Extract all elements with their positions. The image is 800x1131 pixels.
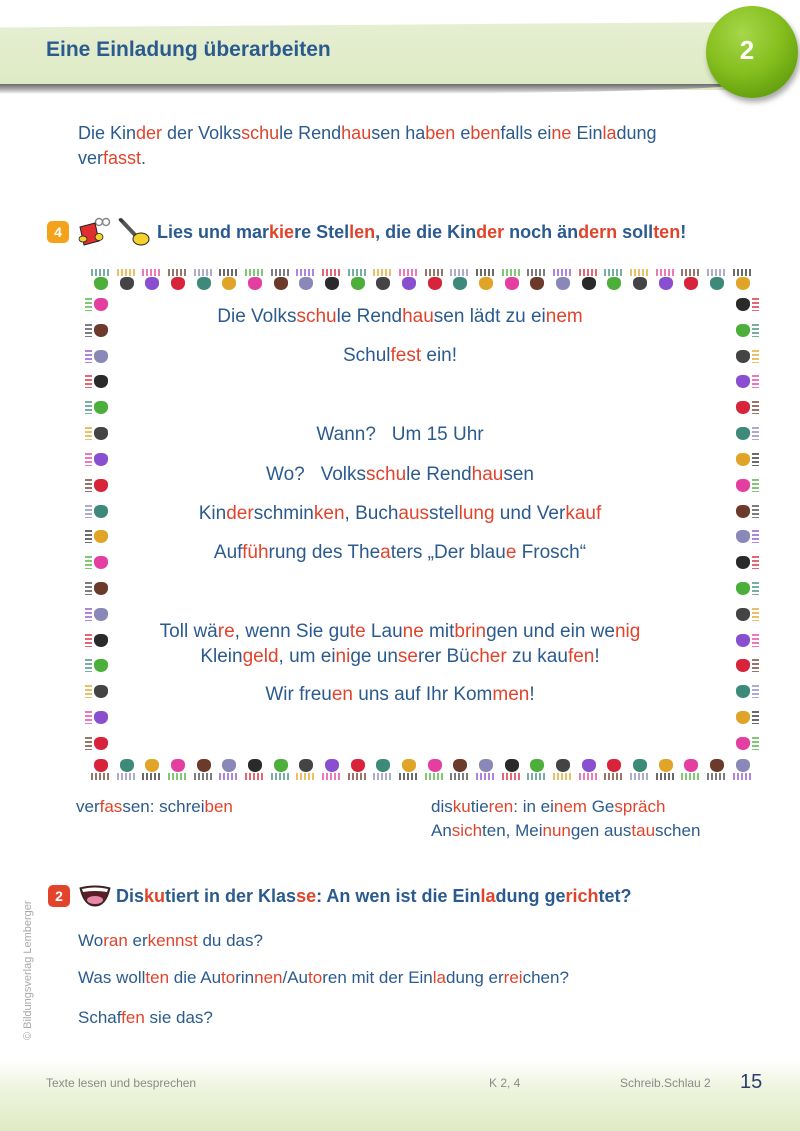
handprint-icon: [659, 277, 673, 290]
handprint-icon: [736, 608, 750, 621]
handprint-icon: [684, 277, 698, 290]
syllable: rin: [235, 968, 255, 987]
syllable: re Stel: [294, 221, 350, 242]
handprint-border-top: [88, 270, 756, 296]
syllable: rung des The: [268, 542, 381, 563]
invitation-line: [0, 502, 800, 526]
syllable: aus: [398, 503, 430, 524]
question-3: [78, 1008, 213, 1028]
question-2: [78, 968, 569, 988]
handprint-icon: [710, 759, 724, 772]
handprint-icon: [530, 277, 544, 290]
syllable: Lau: [365, 621, 403, 642]
syllable: zu kau: [506, 646, 568, 667]
syllable: ren: [488, 797, 514, 816]
copyright-note: © Bildungsverlag Lemberger: [22, 900, 34, 1040]
syllable: cher: [469, 646, 507, 667]
handprint-icon: [684, 759, 698, 772]
handprint-icon: [120, 759, 134, 772]
marker-pen-icon: [117, 217, 153, 247]
syllable: fas: [99, 797, 123, 816]
syllable: : An wen ist die Ein: [316, 885, 481, 906]
handprint-icon: [94, 277, 108, 290]
syllable: Frosch“: [516, 542, 587, 563]
handprint-icon: [171, 759, 185, 772]
syllable: Die Volks: [217, 306, 297, 327]
syllable: e: [455, 123, 471, 143]
syllable: len: [349, 221, 376, 242]
task-number-badge: 2: [48, 885, 70, 907]
syllable: /Au: [282, 968, 309, 987]
invitation-line: [0, 645, 800, 669]
syllable: ne: [402, 621, 424, 642]
handprint-icon: [736, 711, 750, 724]
reading-book-icon: [77, 217, 113, 247]
glossary-diskutieren-line1: [431, 795, 665, 819]
syllable: fest: [390, 345, 422, 366]
syllable: nun: [542, 821, 571, 840]
syllable: dern: [578, 221, 618, 242]
syllable: , um ei: [278, 646, 336, 667]
syllable: e: [505, 542, 517, 563]
glossary-diskutieren-line2: [431, 819, 700, 843]
syllable: hau: [341, 123, 372, 143]
syllable: tie: [470, 797, 489, 816]
syllable: er: [127, 931, 148, 950]
speaking-mouth-icon: [78, 884, 112, 908]
syllable: sen lädt zu ei: [433, 306, 546, 327]
syllable: Wo: [78, 931, 104, 950]
syllable: men: [492, 684, 530, 705]
syllable: re: [217, 621, 235, 642]
handprint-icon: [736, 401, 750, 414]
handprint-icon: [505, 759, 519, 772]
handprint-icon: [248, 759, 262, 772]
syllable: , wenn Sie gu: [234, 621, 350, 642]
syllable: , die die Kin: [375, 221, 477, 242]
syllable: kauf: [565, 503, 602, 524]
handprint-icon: [710, 277, 724, 290]
footer-band: [0, 1060, 800, 1131]
syllable: mit: [423, 621, 455, 642]
page-title: Eine Einladung überarbeiten: [46, 38, 331, 61]
handprint-icon: [145, 277, 159, 290]
syllable: sen: schrei: [122, 797, 205, 816]
footer-section: Texte lesen und besprechen: [46, 1076, 197, 1090]
handprint-icon: [402, 277, 416, 290]
syllable: sen: [503, 464, 534, 485]
syllable: tiert in der Klas: [165, 885, 297, 906]
handprint-icon: [556, 759, 570, 772]
syllable: noch än: [504, 221, 579, 242]
handprint-icon: [402, 759, 416, 772]
invitation-line: [0, 305, 800, 329]
handprint-icon: [428, 277, 442, 290]
handprint-icon: [274, 277, 288, 290]
handprint-icon: [197, 277, 211, 290]
syllable: der: [226, 503, 254, 524]
handprint-icon: [325, 277, 339, 290]
syllable: ben: [470, 123, 501, 143]
handprint-icon: [299, 759, 313, 772]
syllable: gen und ein we: [486, 621, 615, 642]
invitation-line: [0, 683, 800, 707]
syllable: nig: [614, 621, 641, 642]
handprint-icon: [633, 277, 647, 290]
handprint-icon: [582, 759, 596, 772]
syllable: schen: [655, 821, 701, 840]
handprint-icon: [556, 277, 570, 290]
handprint-icon: [736, 759, 750, 772]
syllable: Schaf: [78, 1008, 122, 1027]
syllable: Toll wä: [159, 621, 218, 642]
invitation-line: [0, 423, 800, 447]
syllable: gen aus: [570, 821, 632, 840]
handprint-icon: [453, 277, 467, 290]
invitation-line: [0, 344, 800, 368]
syllable: ken: [313, 503, 345, 524]
syllable: schu: [241, 123, 280, 143]
handprint-icon: [222, 759, 236, 772]
handprint-icon: [351, 277, 365, 290]
syllable: Schul: [342, 345, 391, 366]
handprint-icon: [376, 759, 390, 772]
handprint-icon: [607, 277, 621, 290]
syllable: der: [136, 123, 163, 143]
syllable: !: [680, 221, 687, 242]
syllable: se: [296, 885, 317, 906]
syllable: hau: [471, 464, 504, 485]
syllable: la: [602, 123, 617, 143]
syllable: schu: [366, 464, 407, 485]
syllable: le Rend: [336, 306, 403, 327]
syllable: nem: [553, 797, 587, 816]
syllable: rich: [565, 885, 599, 906]
syllable: fasst: [103, 148, 142, 168]
handprint-icon: [736, 582, 750, 595]
syllable: fen: [567, 646, 595, 667]
syllable: to: [308, 968, 323, 987]
handprint-icon: [428, 759, 442, 772]
syllable: tet?: [598, 885, 632, 906]
handprint-icon: [299, 277, 313, 290]
invitation-line: [0, 541, 800, 565]
syllable: rer Bü: [417, 646, 470, 667]
syllable: dis: [431, 797, 453, 816]
intro-paragraph: [78, 121, 718, 171]
syllable: nem: [545, 306, 583, 327]
handprint-icon: [94, 737, 108, 750]
page-number: 15: [740, 1071, 763, 1093]
handprint-icon: [222, 277, 236, 290]
footer-competence: K 2, 4: [489, 1076, 521, 1090]
handprint-icon: [505, 277, 519, 290]
syllable: ge un: [350, 646, 398, 667]
syllable: sen ha: [371, 123, 426, 143]
syllable: kie: [269, 221, 295, 242]
handprint-icon: [94, 711, 108, 724]
syllable: fen: [121, 1008, 145, 1027]
handprint-icon: [479, 277, 493, 290]
syllable: Was woll: [78, 968, 146, 987]
handprint-icon: [94, 608, 108, 621]
syllable: uns auf Ihr Kom: [352, 684, 493, 705]
syllable: , Buch: [344, 503, 399, 524]
syllable: ten: [145, 968, 170, 987]
task-number-badge: 4: [47, 221, 69, 243]
syllable: ne: [551, 123, 572, 143]
syllable: kennst: [147, 931, 198, 950]
syllable: du das?: [197, 931, 263, 950]
syllable: ni: [335, 646, 351, 667]
invitation-line: [0, 620, 800, 644]
syllable: !: [594, 646, 600, 667]
syllable: !: [529, 684, 535, 705]
handprint-icon: [94, 375, 108, 388]
syllable: die Au: [169, 968, 222, 987]
handprint-icon: [479, 759, 493, 772]
syllable: ku: [144, 885, 166, 906]
syllable: to: [221, 968, 236, 987]
handprint-icon: [530, 759, 544, 772]
syllable: soll: [617, 221, 654, 242]
syllable: ten, Mei: [482, 821, 543, 840]
handprint-icon: [453, 759, 467, 772]
handprint-icon: [94, 582, 108, 595]
syllable: schu: [296, 306, 337, 327]
syllable: tau: [631, 821, 656, 840]
syllable: spräch: [614, 797, 666, 816]
syllable: dung er: [446, 968, 504, 987]
task-4-title: [157, 222, 686, 243]
syllable: te: [349, 621, 366, 642]
syllable: nen: [254, 968, 283, 987]
syllable: und Ver: [494, 503, 566, 524]
header-shadow: [0, 84, 740, 94]
syllable: a: [380, 542, 391, 563]
handprint-icon: [94, 401, 108, 414]
syllable: Wir freu: [265, 684, 332, 705]
chapter-number: 2: [739, 34, 755, 65]
handprint-icon: [659, 759, 673, 772]
handprint-icon: [171, 277, 185, 290]
syllable: : in ei: [513, 797, 554, 816]
syllable: ein!: [421, 345, 458, 366]
syllable: ren mit der Ein: [322, 968, 433, 987]
syllable: Wo? Volks: [266, 464, 366, 485]
handprint-icon: [94, 759, 108, 772]
question-1: [78, 931, 263, 951]
handprint-icon: [736, 737, 750, 750]
syllable: sich: [451, 821, 483, 840]
syllable: Auf: [213, 542, 243, 563]
syllable: Die Kin: [78, 123, 137, 143]
invitation-line: [0, 463, 800, 487]
syllable: ku: [452, 797, 471, 816]
syllable: se: [397, 646, 418, 667]
syllable: la: [480, 885, 496, 906]
syllable: Dis: [116, 885, 145, 906]
handprint-icon: [633, 759, 647, 772]
syllable: An: [431, 821, 452, 840]
syllable: geld: [242, 646, 279, 667]
syllable: ben: [425, 123, 456, 143]
handprint-icon: [120, 277, 134, 290]
syllable: füh: [242, 542, 269, 563]
syllable: ters „Der blau: [390, 542, 506, 563]
syllable: Klein: [200, 646, 243, 667]
handprint-icon: [145, 759, 159, 772]
syllable: der: [476, 221, 505, 242]
syllable: Wann? Um 15 Uhr: [316, 424, 484, 445]
syllable: rei: [503, 968, 523, 987]
handprint-icon: [736, 375, 750, 388]
task-4-header: [47, 217, 686, 247]
syllable: Kin: [198, 503, 227, 524]
syllable: le Rend: [279, 123, 342, 143]
handprint-icon: [736, 277, 750, 290]
syllable: stel: [429, 503, 459, 524]
chapter-badge: [706, 6, 798, 98]
handprint-icon: [248, 277, 262, 290]
syllable: Lies und mar: [157, 221, 270, 242]
syllable: Ge: [586, 797, 615, 816]
handprint-icon: [582, 277, 596, 290]
glossary-verfassen: [76, 795, 233, 819]
handprint-border-bottom: [88, 752, 756, 778]
handprint-icon: [325, 759, 339, 772]
syllable: en: [331, 684, 353, 705]
syllable: le Rend: [406, 464, 472, 485]
handprint-icon: [607, 759, 621, 772]
handprint-icon: [351, 759, 365, 772]
syllable: ten: [653, 221, 681, 242]
syllable: falls ei: [500, 123, 552, 143]
syllable: ver: [76, 797, 100, 816]
syllable: sie das?: [144, 1008, 213, 1027]
syllable: hau: [402, 306, 434, 327]
syllable: .: [141, 148, 147, 168]
syllable: dung ver: [78, 123, 657, 168]
syllable: schmin: [253, 503, 314, 524]
task-2-header: [48, 884, 632, 908]
footer-book-title: Schreib.Schlau 2: [620, 1076, 711, 1090]
syllable: Ein: [571, 123, 603, 143]
syllable: lung: [458, 503, 495, 524]
handprint-icon: [274, 759, 288, 772]
syllable: dung ge: [495, 885, 566, 906]
syllable: der Volks: [162, 123, 242, 143]
task-2-title: [116, 886, 632, 907]
syllable: la: [432, 968, 446, 987]
syllable: brin: [454, 621, 487, 642]
syllable: ran: [103, 931, 128, 950]
handprint-icon: [197, 759, 211, 772]
syllable: chen?: [522, 968, 569, 987]
syllable: ben: [204, 797, 233, 816]
handprint-icon: [376, 277, 390, 290]
